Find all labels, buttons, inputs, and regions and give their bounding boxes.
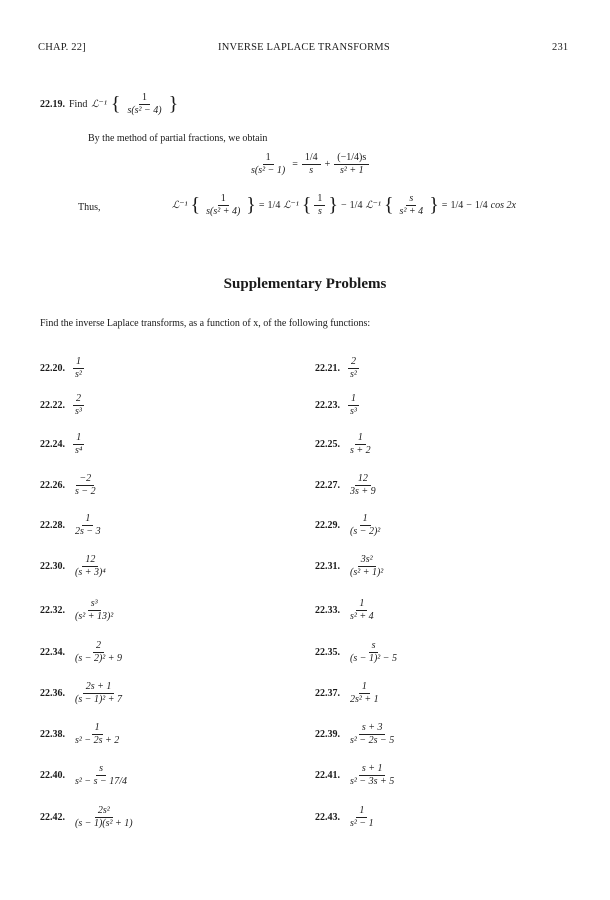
problem-item (40, 722, 122, 746)
problem-fraction (347, 722, 397, 746)
problem-item (40, 681, 125, 705)
brace-close: } (328, 194, 339, 216)
brace-open: { (190, 194, 201, 216)
equals-sign: = (441, 199, 448, 211)
problem-item (40, 640, 125, 664)
solution-intro: By the method of partial fractions, we obtain (88, 133, 268, 144)
problem-label: 22.41. (315, 769, 340, 781)
numerator: (−1/4)s (334, 152, 369, 165)
problem-fraction (72, 356, 85, 380)
fraction (314, 193, 325, 217)
fraction (302, 152, 321, 176)
problem-fraction (72, 432, 85, 456)
denominator: 2s² + 1 (350, 693, 379, 705)
problem-item (40, 473, 99, 497)
brace-close: } (168, 93, 179, 115)
problem-fraction (347, 432, 374, 456)
denominator: (s + 3)⁴ (75, 566, 106, 578)
brace-close: } (429, 194, 439, 216)
numerator: 1 (263, 152, 274, 165)
thus-label: Thus, (78, 202, 101, 213)
denominator: s² − s − 17/4 (75, 775, 128, 787)
denominator: s² + 4 (399, 205, 424, 217)
denominator: (s − 2)² (350, 525, 381, 537)
denominator: s + 2 (350, 444, 371, 456)
denominator: s(s² + 4) (206, 205, 241, 217)
numerator: 1 (73, 432, 84, 445)
problem-label: 22.33. (315, 604, 340, 616)
numerator: 12 (355, 473, 371, 486)
problem-fraction (347, 356, 360, 380)
problem-label: 22.19. (40, 98, 65, 110)
numerator: 2 (93, 640, 104, 653)
numerator: 1/4 (302, 152, 321, 165)
problem-label: 22.38. (40, 728, 65, 740)
problem-fraction (347, 473, 379, 497)
problem-fraction (347, 598, 377, 622)
problem-fraction (72, 473, 99, 497)
denominator: (s − 1)² − 5 (350, 652, 398, 664)
problem-item (40, 432, 85, 456)
numerator: 1 (356, 598, 367, 611)
denominator: s² + 1 (339, 164, 364, 176)
denominator: s − 2 (75, 485, 96, 497)
denominator: (s − 1)(s² + 1) (75, 817, 133, 829)
problem-item (315, 513, 383, 537)
problem-item (315, 393, 360, 417)
laplace-operator: ℒ⁻¹ (283, 199, 299, 211)
numerator: s (406, 193, 416, 206)
problem-fraction (72, 554, 109, 578)
numerator: 1 (82, 513, 93, 526)
problem-fraction (72, 805, 136, 829)
denominator: 2s − 3 (75, 525, 101, 537)
coefficient: 1/4 (267, 199, 281, 211)
denominator: s (317, 205, 322, 217)
denominator: s² + 4 (350, 610, 374, 622)
numerator: 1 (348, 393, 359, 406)
final-term: 1/4 (474, 199, 488, 211)
problem-item (315, 432, 374, 456)
numerator: 2s² (95, 805, 113, 818)
denominator: s² (350, 368, 357, 380)
fraction (334, 152, 369, 176)
problem-fraction (347, 640, 400, 664)
plus-sign: + (324, 158, 331, 170)
denominator: s⁴ (75, 444, 83, 456)
problem-label: 22.34. (40, 646, 65, 658)
problem-label: 22.32. (40, 604, 65, 616)
header-title: INVERSE LAPLACE TRANSFORMS (218, 42, 390, 53)
equals-sign: = (258, 199, 265, 211)
problem-item (40, 763, 130, 787)
problem-item (40, 805, 136, 829)
numerator: 1 (359, 681, 370, 694)
denominator: s² − 1 (350, 817, 374, 829)
problem-item (40, 513, 104, 537)
numerator: s³ (88, 598, 101, 611)
problem-fraction (347, 681, 382, 705)
denominator: s(s² − 1) (251, 164, 286, 176)
problem-item (315, 681, 382, 705)
denominator: s³ (75, 405, 82, 417)
problem-item (40, 598, 116, 622)
problem-label: 22.36. (40, 687, 65, 699)
brace-close: } (246, 194, 256, 216)
problem-item (315, 356, 360, 380)
numerator: s (96, 763, 106, 776)
problem-fraction (347, 513, 383, 537)
numerator: s + 3 (359, 722, 386, 735)
problem-label: 22.23. (315, 399, 340, 411)
denominator: s² − 3s + 5 (350, 775, 395, 787)
laplace-operator: ℒ⁻¹ (172, 199, 188, 211)
minus-sign: − (466, 199, 472, 211)
problem-fraction (72, 393, 85, 417)
problem-fraction (347, 393, 360, 417)
problem-label: 22.25. (315, 438, 340, 450)
denominator: s² − 2s + 2 (75, 734, 120, 746)
problem-fraction (72, 640, 125, 664)
coefficient: 1/4 (349, 199, 363, 211)
laplace-operator: ℒ⁻¹ (365, 199, 381, 211)
partial-fraction-equation (248, 152, 369, 176)
numerator: 3s² (358, 554, 376, 567)
denominator: (s − 2)² + 9 (75, 652, 123, 664)
numerator: 1 (314, 193, 325, 206)
problem-item (315, 554, 386, 578)
problem-item (315, 640, 400, 664)
numerator: 12 (82, 554, 98, 567)
find-text: Find (69, 98, 88, 110)
laplace-operator: ℒ⁻¹ (91, 98, 107, 110)
result-equation (172, 193, 516, 217)
fraction (124, 92, 164, 116)
problem-item (315, 598, 377, 622)
denominator: s² − 2s − 5 (350, 734, 395, 746)
numerator: 1 (355, 432, 366, 445)
problem-item (315, 473, 379, 497)
problem-fraction (72, 763, 130, 787)
final-term: 1/4 (450, 199, 464, 211)
problem-label: 22.37. (315, 687, 340, 699)
cosine-term: cos 2x (490, 199, 516, 211)
brace-open: { (301, 194, 312, 216)
problem-label: 22.42. (40, 811, 65, 823)
problem-item (40, 554, 109, 578)
numerator: 1 (139, 92, 150, 105)
fraction (248, 152, 288, 176)
problem-22-19-statement (40, 92, 178, 116)
numerator: 1 (360, 513, 371, 526)
denominator: (s² + 13)² (75, 610, 114, 622)
problem-fraction (72, 598, 116, 622)
problem-label: 22.26. (40, 479, 65, 491)
numerator: s (369, 640, 379, 653)
problem-label: 22.43. (315, 811, 340, 823)
problem-label: 22.30. (40, 560, 65, 572)
denominator: (s − 1)² + 7 (75, 693, 123, 705)
problem-label: 22.21. (315, 362, 340, 374)
problem-label: 22.28. (40, 519, 65, 531)
denominator: 3s + 9 (350, 485, 376, 497)
problem-fraction (72, 722, 122, 746)
problem-label: 22.24. (40, 438, 65, 450)
problem-item (315, 763, 397, 787)
problem-item (315, 805, 377, 829)
problem-fraction (72, 681, 125, 705)
problem-label: 22.31. (315, 560, 340, 572)
minus-sign: − (341, 199, 347, 211)
numerator: −2 (76, 473, 94, 486)
numerator: 2s + 1 (83, 681, 115, 694)
numerator: 1 (218, 193, 229, 206)
denominator: s (309, 164, 314, 176)
denominator: (s² + 1)² (350, 566, 384, 578)
problem-fraction (347, 805, 377, 829)
brace-open: { (110, 93, 121, 115)
numerator: 1 (73, 356, 84, 369)
denominator: s³ (350, 405, 357, 417)
numerator: 1 (356, 805, 367, 818)
denominator: s(s² − 4) (127, 104, 162, 116)
problem-label: 22.35. (315, 646, 340, 658)
problem-fraction (72, 513, 104, 537)
problem-item (315, 722, 397, 746)
problem-label: 22.29. (315, 519, 340, 531)
header-chapter: CHAP. 22] (38, 42, 86, 53)
problem-label: 22.40. (40, 769, 65, 781)
numerator: s + 1 (359, 763, 386, 776)
problem-fraction (347, 763, 397, 787)
section-heading: Supplementary Problems (223, 276, 387, 292)
fraction (203, 193, 243, 217)
numerator: 1 (92, 722, 103, 735)
numerator: 2 (73, 393, 84, 406)
fraction (397, 193, 427, 217)
denominator: s² (75, 368, 82, 380)
instruction-text: Find the inverse Laplace transforms, as a function of x, of the following functions: (40, 318, 371, 329)
equals-sign: = (292, 158, 298, 170)
page-number: 231 (552, 42, 569, 53)
problem-label: 22.39. (315, 728, 340, 740)
problem-label: 22.27. (315, 479, 340, 491)
problem-label: 22.22. (40, 399, 65, 411)
problem-item (40, 393, 85, 417)
brace-open: { (383, 194, 394, 216)
problem-label: 22.20. (40, 362, 65, 374)
problem-fraction (347, 554, 386, 578)
numerator: 2 (348, 356, 359, 369)
problem-item (40, 356, 85, 380)
